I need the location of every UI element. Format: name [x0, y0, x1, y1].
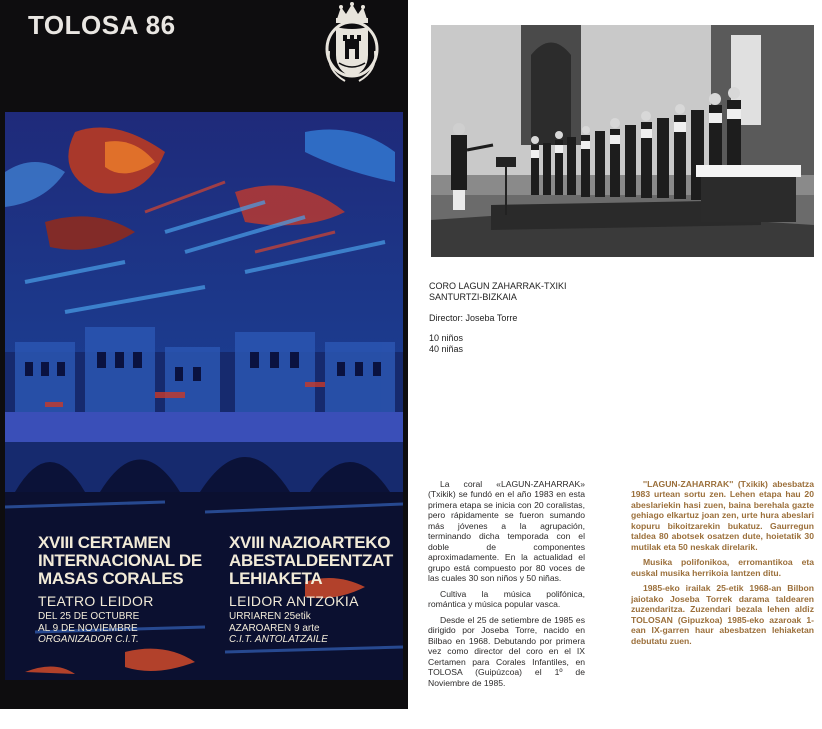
es-venue: TEATRO LEIDOR — [38, 592, 154, 609]
coat-of-arms-icon — [323, 1, 381, 83]
es-paragraph-1: La coral «LAGUN-ZAHARRAK» (Txikik) se fundó en el año 1983 en esta primera etapa se inicia con 20 coralistas, pero rápidamente se fueron sumando más jóvenes a la agrupación, terminando dicha temporada con el doble de componentes aproximadamente. En la actualidad el grupo está compuesto por 80 voces de las cuales 30 son niños y 50 niñas. — [428, 479, 585, 584]
choir-name: CORO LAGUN ZAHARRAK-TXIKI — [429, 281, 567, 291]
es-title-line1: XVIII CERTAMEN — [38, 533, 171, 552]
choir-location: SANTURTZI-BIZKAIA — [429, 292, 517, 303]
photo-caption — [429, 281, 567, 355]
eu-title-line3: LEHIAKETA — [229, 568, 323, 588]
es-paragraph-3: Desde el 25 de setiembre de 1985 es dirigido por Joseba Torre, nacido en Bilbao en 1968. Debutando por primera vez como director del coro en el IX Certamen para Corales Infantiles, en TOLOSA (Guipúzcoa) el 1º de Noviembre de 1985. — [428, 614, 585, 688]
eu-paragraph-1: ''LAGUN-ZAHARRAK'' (Txikik) abesbatza 1983 urtean sortu zen. Lehen etapa hau 20 abeslariekin hasi zuen, baina berehala gazte gehiago elkartuz joan zen, urte hura abeslari kopuru bikoitzarekin bukatuz. Gaurregun taldea 80 abotsek osatzen dute, hoietatik 30 mutilak eta 50 neskak direlarik. — [631, 479, 814, 552]
es-organizer: ORGANIZADOR C.I.T. — [38, 634, 139, 646]
eu-title-line2: ABESTALDEENTZAT — [229, 550, 393, 570]
cover-page — [0, 0, 408, 709]
eu-organizer: C.I.T. ANTOLATZAILE — [229, 634, 328, 646]
eu-paragraph-3: 1985-eko irailak 25-etik 1968-an Bilbon jaiotako Joseba Torrek darama taldearen zuzendaritza. Zuzendari bezala lehen aldiz TOLOSAN (Gipuzkoa) 1985-eko azaroak 1-ean IX-garren haur abesbatzen lehiaketan debutatu zuen. — [631, 583, 814, 646]
es-date1: DEL 25 DE OCTUBRE — [38, 611, 140, 623]
es-title-line3: MASAS CORALES — [38, 568, 184, 588]
choir-girls: 40 niñas — [429, 344, 464, 354]
choir-director: Director: Joseba Torre — [429, 312, 518, 323]
choir-boys: 10 niños — [429, 332, 464, 343]
eu-venue: LEIDOR ANTZOKIA — [229, 592, 359, 609]
eu-date1: URRIAREN 25etik — [229, 611, 311, 623]
es-date2: AL 9 DE NOVIEMBRE — [38, 622, 138, 634]
right-page — [412, 0, 822, 729]
cover-title: TOLOSA 86 — [28, 10, 176, 40]
eu-date2: AZAROAREN 9 arte — [229, 622, 320, 634]
choir-photo — [431, 25, 814, 257]
basque-column — [631, 479, 814, 651]
es-title-line2: INTERNACIONAL DE — [38, 550, 202, 570]
eu-paragraph-2: Musika polifonikoa, erromantikoa eta euskal musika herrikoia lantzen ditu. — [631, 557, 814, 578]
spanish-column — [428, 479, 585, 693]
es-paragraph-2: Cultiva la música polifónica, romántica y música popular vasca. — [428, 588, 585, 610]
eu-title-line1: XVIII NAZIOARTEKO — [229, 533, 391, 552]
cover-text-es — [38, 534, 202, 646]
cover-text-eu — [229, 534, 393, 646]
